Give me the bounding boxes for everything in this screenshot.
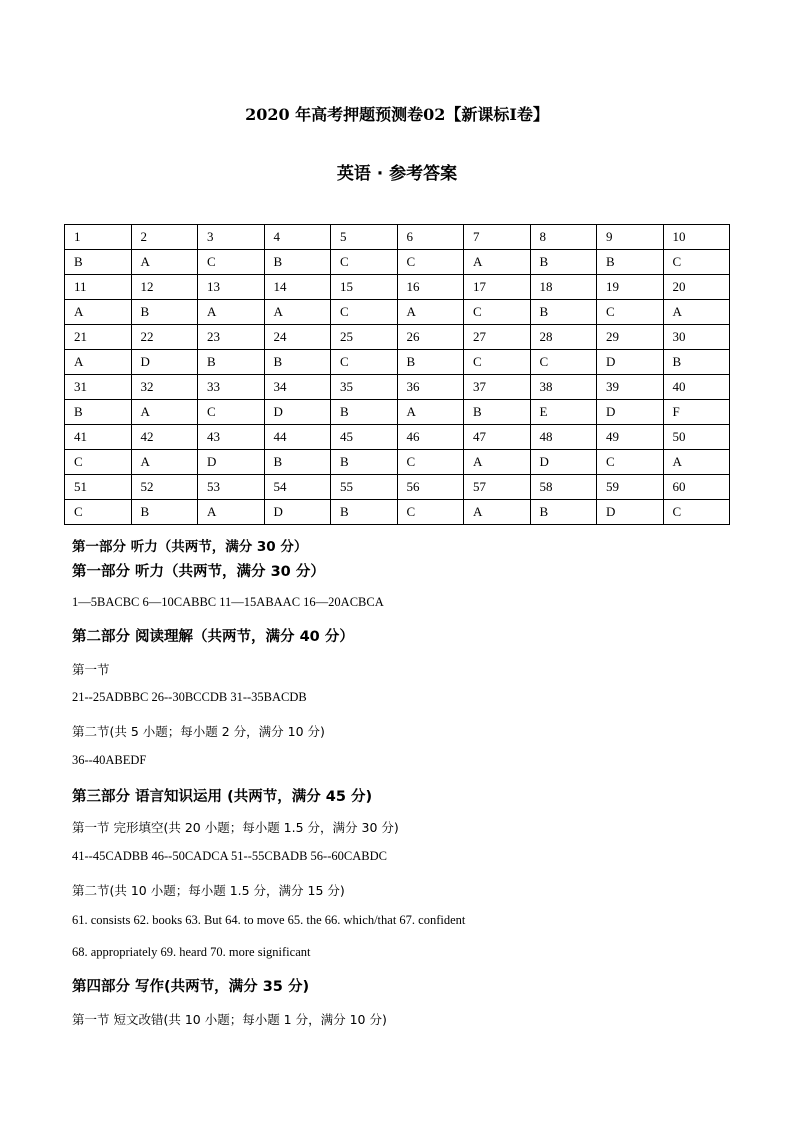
answer-cell: C [464, 350, 531, 375]
question-number-row [65, 225, 730, 250]
answer-cell: A [131, 250, 198, 275]
question-number-cell: 14 [264, 275, 331, 300]
question-number-cell: 43 [198, 425, 265, 450]
answer-cell: D [198, 450, 265, 475]
question-number-cell: 50 [663, 425, 730, 450]
answer-cell: D [530, 450, 597, 475]
question-number-cell: 37 [464, 375, 531, 400]
answer-cell: A [464, 250, 531, 275]
answer-cell: C [397, 500, 464, 525]
question-number-cell: 39 [597, 375, 664, 400]
question-number-cell: 42 [131, 425, 198, 450]
answer-cell: B [131, 300, 198, 325]
part2-section1-answers: 21--25ADBBC 26--30BCCDB 31--35BACDB [72, 690, 307, 704]
answer-cell: A [663, 450, 730, 475]
question-number-cell: 5 [331, 225, 398, 250]
answer-cell: E [530, 400, 597, 425]
part3-section2-label: 第二节(共 10 小题；每小题 1.5 分，满分 15 分) [72, 883, 345, 898]
answer-cell: D [131, 350, 198, 375]
question-number-row [65, 475, 730, 500]
answer-cell: C [663, 250, 730, 275]
question-number-cell: 47 [464, 425, 531, 450]
question-number-cell: 44 [264, 425, 331, 450]
document-title: 2020 年高考押题预测卷02【新课标Ⅰ卷】 [245, 105, 549, 124]
answer-cell: C [597, 300, 664, 325]
answer-cell: B [530, 300, 597, 325]
answer-cell: B [131, 500, 198, 525]
question-number-cell: 13 [198, 275, 265, 300]
answer-cell: C [331, 250, 398, 275]
question-number-cell: 15 [331, 275, 398, 300]
answer-cell: A [464, 500, 531, 525]
answer-cell: C [530, 350, 597, 375]
answer-cell: D [264, 400, 331, 425]
question-number-row [65, 375, 730, 400]
answer-cell: D [597, 350, 664, 375]
question-number-row [65, 425, 730, 450]
answer-cell: A [264, 300, 331, 325]
question-number-cell: 23 [198, 325, 265, 350]
question-number-cell: 38 [530, 375, 597, 400]
question-number-cell: 35 [331, 375, 398, 400]
answer-row [65, 250, 730, 275]
question-number-cell: 11 [65, 275, 132, 300]
question-number-cell: 52 [131, 475, 198, 500]
answer-cell: B [464, 400, 531, 425]
answer-cell: B [397, 350, 464, 375]
answer-cell: C [331, 300, 398, 325]
question-number-cell: 54 [264, 475, 331, 500]
part3-section1-label: 第一节 完形填空(共 20 小题；每小题 1.5 分，满分 30 分) [72, 820, 399, 835]
question-number-cell: 51 [65, 475, 132, 500]
question-number-cell: 7 [464, 225, 531, 250]
answer-row [65, 450, 730, 475]
part1-heading-small: 第一部分 听力（共两节，满分 30 分） [72, 539, 308, 555]
question-number-cell: 18 [530, 275, 597, 300]
answer-cell: D [597, 400, 664, 425]
answer-cell: A [663, 300, 730, 325]
question-number-cell: 30 [663, 325, 730, 350]
answer-cell: C [198, 400, 265, 425]
part4-heading: 第四部分 写作(共两节，满分 35 分) [72, 979, 310, 995]
answer-row [65, 350, 730, 375]
document-subtitle: 英语 · 参考答案 [336, 164, 458, 184]
answer-cell: B [331, 500, 398, 525]
part1-heading: 第一部分 听力（共两节，满分 30 分） [72, 564, 325, 580]
question-number-cell: 16 [397, 275, 464, 300]
question-number-cell: 1 [65, 225, 132, 250]
answer-cell: A [65, 300, 132, 325]
answer-cell: B [663, 350, 730, 375]
question-number-row [65, 325, 730, 350]
question-number-cell: 58 [530, 475, 597, 500]
question-number-cell: 57 [464, 475, 531, 500]
question-number-cell: 34 [264, 375, 331, 400]
answer-cell: A [397, 300, 464, 325]
part4-section1-label: 第一节 短文改错(共 10 小题；每小题 1 分，满分 10 分) [72, 1012, 387, 1027]
question-number-cell: 6 [397, 225, 464, 250]
answer-cell: C [331, 350, 398, 375]
answer-cell: C [663, 500, 730, 525]
answer-cell: C [397, 250, 464, 275]
part2-section1-label: 第一节 [72, 662, 110, 677]
question-number-cell: 60 [663, 475, 730, 500]
answer-cell: B [331, 450, 398, 475]
question-number-cell: 2 [131, 225, 198, 250]
part2-heading: 第二部分 阅读理解（共两节，满分 40 分） [72, 629, 354, 645]
question-number-cell: 3 [198, 225, 265, 250]
question-number-cell: 17 [464, 275, 531, 300]
question-number-cell: 36 [397, 375, 464, 400]
part3-section2-answers-line1: 61. consists 62. books 63. But 64. to move 65. the 66. which/that 67. confident [72, 913, 466, 927]
answer-cell: D [597, 500, 664, 525]
answer-cell: C [65, 500, 132, 525]
question-number-cell: 12 [131, 275, 198, 300]
answer-row [65, 300, 730, 325]
answer-cell: D [264, 500, 331, 525]
answer-cell: B [65, 250, 132, 275]
answer-cell: A [198, 500, 265, 525]
answer-row [65, 500, 730, 525]
question-number-cell: 24 [264, 325, 331, 350]
part3-section2-answers-line2: 68. appropriately 69. heard 70. more significant [72, 945, 311, 959]
part3-heading: 第三部分 语言知识运用 (共两节，满分 45 分) [72, 789, 373, 805]
question-number-row [65, 275, 730, 300]
answer-row [65, 400, 730, 425]
question-number-cell: 29 [597, 325, 664, 350]
question-number-cell: 8 [530, 225, 597, 250]
question-number-cell: 26 [397, 325, 464, 350]
question-number-cell: 49 [597, 425, 664, 450]
answer-cell: C [65, 450, 132, 475]
answer-cell: C [597, 450, 664, 475]
question-number-cell: 27 [464, 325, 531, 350]
question-number-cell: 46 [397, 425, 464, 450]
question-number-cell: 20 [663, 275, 730, 300]
question-number-cell: 45 [331, 425, 398, 450]
question-number-cell: 41 [65, 425, 132, 450]
question-number-cell: 59 [597, 475, 664, 500]
question-number-cell: 4 [264, 225, 331, 250]
answer-cell: B [331, 400, 398, 425]
answer-cell: B [264, 450, 331, 475]
question-number-cell: 25 [331, 325, 398, 350]
answer-cell: C [397, 450, 464, 475]
question-number-cell: 31 [65, 375, 132, 400]
question-number-cell: 56 [397, 475, 464, 500]
question-number-cell: 19 [597, 275, 664, 300]
answer-cell: B [530, 500, 597, 525]
question-number-cell: 53 [198, 475, 265, 500]
part3-section1-answers: 41--45CADBB 46--50CADCA 51--55CBADB 56--60CABDC [72, 849, 387, 863]
part2-section2-answers: 36--40ABEDF [72, 753, 147, 767]
answer-table [64, 224, 730, 525]
answer-cell: A [464, 450, 531, 475]
answer-cell: B [530, 250, 597, 275]
answer-cell: A [131, 400, 198, 425]
answer-cell: A [397, 400, 464, 425]
question-number-cell: 28 [530, 325, 597, 350]
question-number-cell: 55 [331, 475, 398, 500]
answer-cell: A [131, 450, 198, 475]
question-number-cell: 48 [530, 425, 597, 450]
question-number-cell: 10 [663, 225, 730, 250]
part2-section2-label: 第二节(共 5 小题；每小题 2 分，满分 10 分) [72, 724, 325, 739]
answer-cell: C [464, 300, 531, 325]
question-number-cell: 9 [597, 225, 664, 250]
answer-cell: B [597, 250, 664, 275]
answer-cell: A [198, 300, 265, 325]
question-number-cell: 32 [131, 375, 198, 400]
answer-cell: C [198, 250, 265, 275]
answer-cell: A [65, 350, 132, 375]
answer-cell: B [198, 350, 265, 375]
question-number-cell: 40 [663, 375, 730, 400]
question-number-cell: 21 [65, 325, 132, 350]
question-number-cell: 33 [198, 375, 265, 400]
answer-cell: B [264, 350, 331, 375]
answer-cell: B [264, 250, 331, 275]
question-number-cell: 22 [131, 325, 198, 350]
part1-answers: 1—5BACBC 6—10CABBC 11—15ABAAC 16—20ACBCA [72, 595, 384, 609]
answer-cell: F [663, 400, 730, 425]
answer-cell: B [65, 400, 132, 425]
